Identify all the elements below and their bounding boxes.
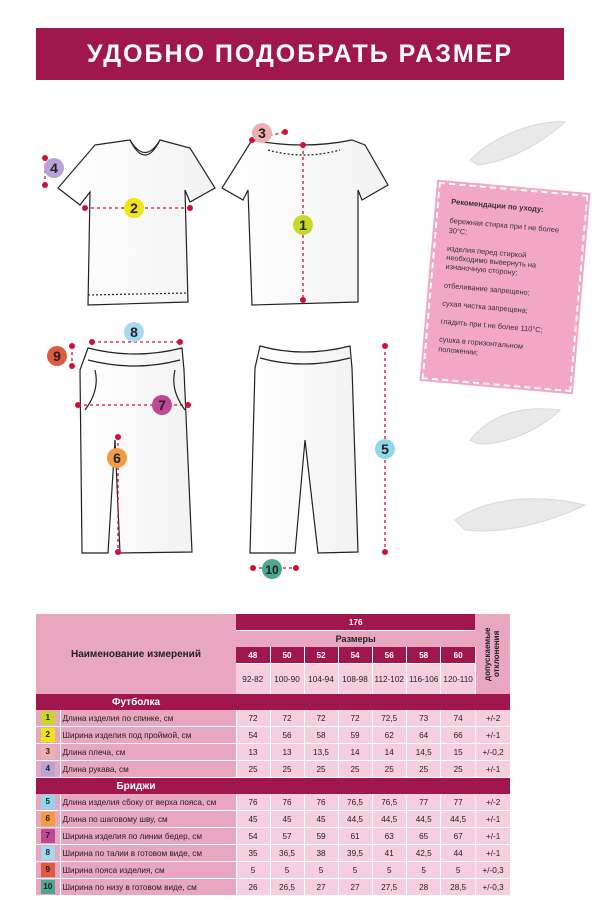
measurement-value: 45 [304,811,338,828]
measurement-value: 72 [304,710,338,727]
row-number [36,710,60,727]
care-item: отбеливание запрещено; [443,280,531,297]
svg-text:10: 10 [265,563,279,577]
measurement-value: 14,5 [406,744,440,761]
name-header: Наименование измерений [36,614,236,694]
girth-col: 120-110 [441,664,475,695]
svg-text:6: 6 [113,450,121,466]
size-col: 48 [236,647,270,664]
row-number-badge: 2 [41,728,55,742]
table-row [36,710,510,727]
measurement-value: 76 [304,794,338,811]
size-col: 60 [441,647,475,664]
care-title: Рекомендации по уходу: [450,197,545,215]
table-row [36,811,510,828]
measurement-value: 72,5 [372,710,406,727]
care-item: сушка в горизонтальном положении; [437,334,524,357]
measurement-value: 73 [406,710,440,727]
row-number-badge: 1 [41,711,55,725]
svg-text:7: 7 [158,397,166,413]
tolerance-value: +/-2 [475,710,510,727]
measurement-value: 28,5 [441,879,475,896]
marker-9 [47,346,67,366]
measurement-name: Длина по шаговому шву, см [60,811,236,828]
marker-5 [375,439,395,459]
measurement-value: 5 [270,862,304,879]
marker-3 [252,123,272,143]
care-item: бережная стирка при t не более 30°С; [448,216,560,237]
row-number [36,845,60,862]
marker-4 [44,158,64,178]
measurement-value: 38 [304,845,338,862]
svg-text:5: 5 [381,441,389,457]
girth-col: 108-98 [338,664,372,695]
care-instructions-card [422,182,589,392]
row-number-badge: 9 [41,863,55,877]
tolerance-value: +/-1 [475,761,510,778]
measurement-value: 27 [338,879,372,896]
table-row [36,862,510,879]
size-table [36,614,510,896]
measurement-value: 14 [338,744,372,761]
measurement-name: Ширина пояса изделия, см [60,862,236,879]
measurement-name: Ширина изделия по линии бедер, см [60,828,236,845]
measurement-value: 54 [236,727,270,744]
measurement-value: 62 [372,727,406,744]
row-number [36,879,60,896]
measurement-value: 36,5 [270,845,304,862]
svg-text:4: 4 [50,160,58,176]
measurement-value: 5 [236,862,270,879]
measurement-value: 42,5 [406,845,440,862]
measurement-value: 27,5 [372,879,406,896]
row-number [36,828,60,845]
svg-text:8: 8 [130,324,138,340]
measurement-value: 25 [338,761,372,778]
section-title-fill [236,778,510,795]
marker-2 [124,198,144,218]
measurement-value: 76,5 [372,794,406,811]
measurement-name: Длина плеча, см [60,744,236,761]
measurement-name: Ширина по низу в готовом виде, см [60,879,236,896]
row-number [36,794,60,811]
measurement-value: 5 [372,862,406,879]
section-title-shorts: Бриджи [36,778,236,795]
tolerance-header-cell [475,614,510,694]
measurement-value: 25 [372,761,406,778]
tolerance-value: +/-1 [475,845,510,862]
size-col: 52 [304,647,338,664]
measurement-value: 44,5 [338,811,372,828]
measurement-value: 5 [441,862,475,879]
measurement-value: 26,5 [270,879,304,896]
measurement-value: 72 [270,710,304,727]
girth-col: 92-82 [236,664,270,695]
svg-text:1: 1 [299,217,307,233]
tolerance-value: +/-2 [475,794,510,811]
tolerance-header: допускаемые отклонения [483,627,502,681]
measurement-value: 45 [270,811,304,828]
measurement-value: 25 [304,761,338,778]
measurement-value: 72 [236,710,270,727]
row-number-badge: 3 [41,745,55,759]
measurement-value: 14 [372,744,406,761]
marker-1 [293,215,313,235]
table-row [36,761,510,778]
care-item: гладить при t не более 110°С; [440,316,544,335]
measurement-value: 15 [441,744,475,761]
measurement-value: 5 [304,862,338,879]
tolerance-value: +/-1 [475,727,510,744]
measurement-value: 44,5 [441,811,475,828]
row-number-badge: 4 [41,762,55,776]
measurement-value: 63 [372,828,406,845]
measurement-value: 13 [236,744,270,761]
tolerance-value: +/-1 [475,828,510,845]
measurement-name: Длина изделия сбоку от верха пояса, см [60,794,236,811]
measurement-value: 35 [236,845,270,862]
care-item: изделия перед стиркой необходимо вывернуть на изнаночную сторону; [445,243,537,278]
size-col: 50 [270,647,304,664]
measurement-value: 65 [406,828,440,845]
marker-8 [124,322,144,342]
marker-7 [152,395,172,415]
table-row [36,744,510,761]
measurement-value: 41 [372,845,406,862]
measurement-value: 59 [304,828,338,845]
girth-col: 112-102 [372,664,406,695]
row-number [36,862,60,879]
measurement-value: 27 [304,879,338,896]
height-header: 176 [236,614,475,631]
girth-col: 116-106 [406,664,440,695]
girth-col: 100-90 [270,664,304,695]
measurement-name: Длина рукава, см [60,761,236,778]
marker-6 [107,448,127,468]
tolerance-value: +/-0,3 [475,879,510,896]
measurement-value: 39,5 [338,845,372,862]
row-number [36,761,60,778]
measurement-value: 44,5 [372,811,406,828]
measurement-value: 25 [236,761,270,778]
page-title: УДОБНО ПОДОБРАТЬ РАЗМЕР [86,39,514,68]
shorts-front-drawing [80,348,192,553]
measurement-value: 45 [236,811,270,828]
row-number-badge: 5 [41,795,55,809]
row-number [36,811,60,828]
measurement-value: 44 [441,845,475,862]
measurement-name: Длина изделия по спинке, см [60,710,236,727]
measurement-value: 77 [406,794,440,811]
measurement-value: 13,5 [304,744,338,761]
table-row [36,845,510,862]
measurement-value: 76,5 [338,794,372,811]
row-number [36,744,60,761]
marker-10 [262,559,282,579]
measurement-value: 56 [270,727,304,744]
measurement-value: 13 [270,744,304,761]
table-row [36,727,510,744]
tolerance-value: +/-0,3 [475,862,510,879]
section-title-fill [236,694,510,710]
table-row [36,828,510,845]
tolerance-value: +/-1 [475,811,510,828]
measurement-value: 26 [236,879,270,896]
measurement-value: 5 [406,862,440,879]
measurement-value: 74 [441,710,475,727]
care-item: сухая чистка запрещена; [441,298,529,316]
measurement-value: 67 [441,828,475,845]
size-col: 54 [338,647,372,664]
row-number-badge: 8 [41,846,55,860]
table-row [36,794,510,811]
row-number [36,727,60,744]
girth-col: 104-94 [304,664,338,695]
size-col: 58 [406,647,440,664]
row-number-badge: 7 [41,829,55,843]
sizes-label: Размеры [236,631,475,648]
section-title-tshirt: Футболка [36,694,236,710]
svg-text:2: 2 [130,200,138,216]
measurement-value: 44,5 [406,811,440,828]
measurement-name: Ширина по талии в готовом виде, см [60,845,236,862]
measurement-value: 77 [441,794,475,811]
measurement-value: 54 [236,828,270,845]
measurement-value: 59 [338,727,372,744]
row-number-badge: 6 [41,812,55,826]
measurement-value: 5 [338,862,372,879]
measurement-value: 57 [270,828,304,845]
measurement-value: 66 [441,727,475,744]
measurement-value: 76 [236,794,270,811]
measurement-value: 25 [441,761,475,778]
table-row [36,879,510,896]
tshirt-front-drawing [58,140,215,305]
measurement-value: 72 [338,710,372,727]
measurement-value: 58 [304,727,338,744]
measurement-value: 64 [406,727,440,744]
svg-text:3: 3 [258,125,266,141]
svg-text:9: 9 [53,348,61,364]
measurement-value: 61 [338,828,372,845]
shorts-back-drawing [250,346,358,553]
measurement-value: 25 [270,761,304,778]
size-col: 56 [372,647,406,664]
measurement-value: 25 [406,761,440,778]
measurement-value: 28 [406,879,440,896]
row-number-badge: 10 [41,880,55,894]
measurement-value: 76 [270,794,304,811]
tolerance-value: +/-0,2 [475,744,510,761]
measurement-name: Ширина изделия под проймой, см [60,727,236,744]
